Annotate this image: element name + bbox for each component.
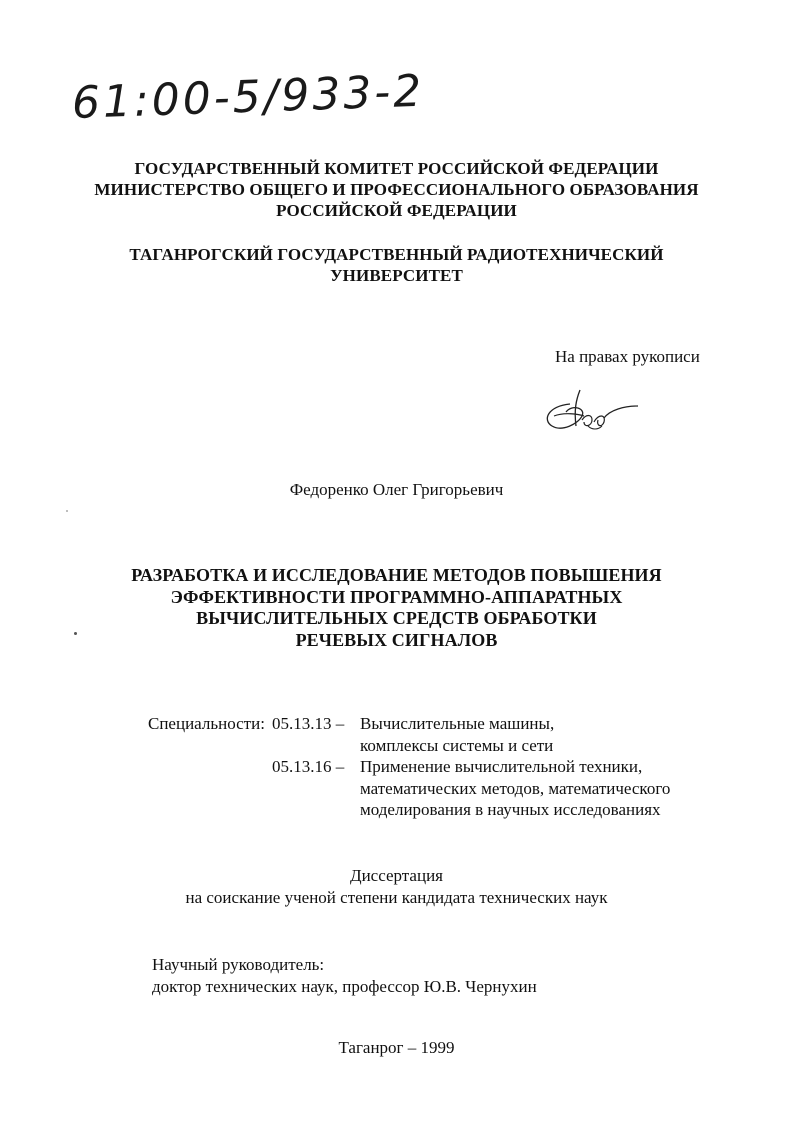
ministry-header-line: РОССИЙСКОЙ ФЕДЕРАЦИИ: [276, 201, 517, 220]
specialty-description: моделирования в научных исследованиях: [360, 800, 661, 819]
title-line: РЕЧЕВЫХ СИГНАЛОВ: [295, 629, 498, 650]
specialty-code: 05.13.13 –: [272, 714, 345, 733]
specialty-description: комплексы системы и сети: [360, 735, 554, 755]
advisor-label: Научный руководитель:: [152, 955, 325, 974]
title-line: РАЗРАБОТКА И ИССЛЕДОВАНИЕ МЕТОДОВ ПОВЫШЕНИЯ: [131, 565, 662, 585]
city-year: Таганрог – 1999: [338, 1038, 455, 1057]
specialties-label: Специальности:: [148, 714, 265, 733]
specialty-code: 05.13.16 –: [272, 757, 345, 776]
specialty-description: Вычислительные машины,: [360, 714, 555, 733]
scan-speck: [74, 632, 77, 635]
ministry-header: [0, 158, 793, 221]
dissertation-type: [0, 865, 793, 908]
advisor-block: [152, 954, 537, 997]
dissertation-title: [0, 565, 793, 651]
author-name: Федоренко Олег Григорьевич: [289, 480, 504, 499]
ministry-header-line: ГОСУДАРСТВЕННЫЙ КОМИТЕТ РОССИЙСКОЙ ФЕДЕРАЦИИ: [134, 159, 659, 178]
specialty-description: Применение вычислительной техники,: [360, 757, 643, 776]
archive-code-handwritten: 61:00-5/933-2: [71, 65, 426, 129]
advisor-name: доктор технических наук, профессор Ю.В. Чернухин: [152, 976, 537, 996]
degree-description: на соискание ученой степени кандидата технических наук: [185, 887, 608, 907]
university-name-line: ТАГАНРОГСКИЙ ГОСУДАРСТВЕННЫЙ РАДИОТЕХНИЧЕСКИЙ: [129, 245, 664, 264]
specialty-description: математических методов, математического: [360, 778, 671, 798]
rights-note: На правах рукописи: [555, 347, 700, 366]
title-line: ЭФФЕКТИВНОСТИ ПРОГРАММНО-АППАРАТНЫХ: [170, 586, 623, 607]
scan-speck: [66, 510, 68, 512]
dissertation-label: Диссертация: [349, 866, 443, 885]
university-name-line: УНИВЕРСИТЕТ: [330, 266, 463, 285]
university-name: [0, 244, 793, 286]
ministry-header-line: МИНИСТЕРСТВО ОБЩЕГО И ПРОФЕССИОНАЛЬНОГО ОБРАЗОВАНИЯ: [94, 180, 699, 199]
signature-icon: [540, 386, 640, 442]
title-line: ВЫЧИСЛИТЕЛЬНЫХ СРЕДСТВ ОБРАБОТКИ: [196, 608, 597, 628]
